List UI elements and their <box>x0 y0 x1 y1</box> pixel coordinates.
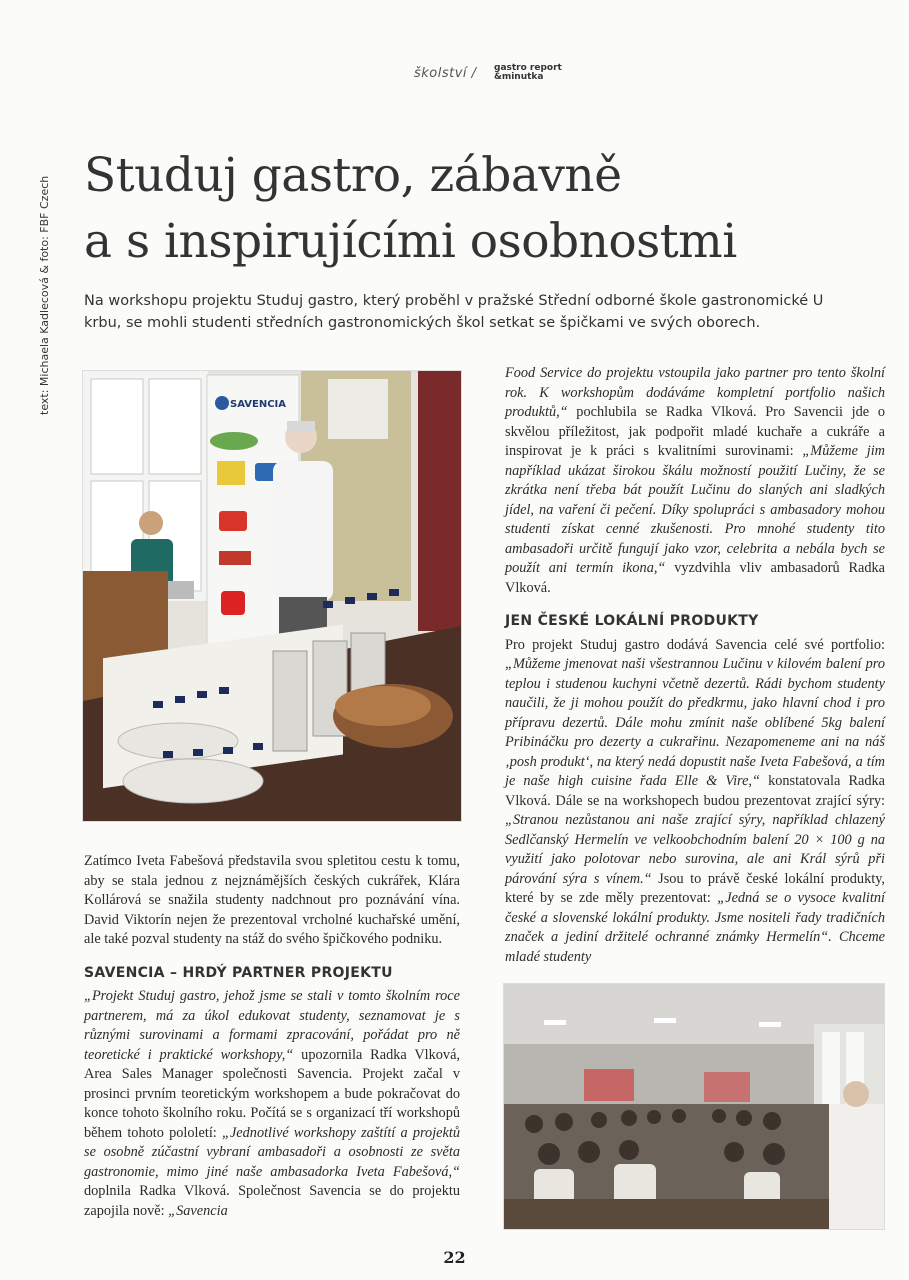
quote: Food Service do projektu vstoupila jako partner pro tento školní rok. K workshopům dodáváme kompletní portfolio našich produktů,“ <box>505 365 885 420</box>
right-paragraph-2 <box>505 636 885 968</box>
brand-line-1: gastro report <box>494 63 562 73</box>
section-label: školství / <box>414 66 477 81</box>
right-column <box>505 364 885 967</box>
left-paragraph-2 <box>84 987 460 1221</box>
classroom-photo-illustration <box>504 984 884 1229</box>
workshop-photo <box>82 370 462 822</box>
quote: „Savencia <box>168 1202 228 1219</box>
left-column <box>84 852 460 1221</box>
body-text: vyzdvihla vliv ambasadorů Radka Vlková. <box>505 560 885 596</box>
article-title <box>84 143 804 275</box>
page-number: 22 <box>443 1248 466 1267</box>
body-text: Jsou to právě české lokální produkty, které by se zde měly prezentovat: <box>505 870 885 906</box>
subheading-savencia: SAVENCIA – HRDÝ PARTNER PROJEKTU <box>84 964 393 981</box>
workshop-photo-illustration <box>83 371 461 821</box>
banner-brand: SAVENCIA <box>230 399 287 410</box>
classroom-photo <box>503 983 885 1230</box>
body-text: Pro projekt Studuj gastro dodává Savencia celé své portfolio: <box>505 636 885 653</box>
body-text: pochlubila se Radka Vlková. Pro Savencii jde o skvělou příležitost, jak podpořit mladé kuchaře a cukráře a inspirovat je k práci s kvalitními surovinami: <box>505 404 885 459</box>
author-credit: text: Michaela Kadlecová & foto: FBF Czech <box>38 175 51 415</box>
quote: „Jednotlivé workshopy zaštítí a projektů se osobně zúčastní vybraní ambasadoři a osobnosti ze světa gastronomie, mimo jiné naše ambasadorka Iveta Fabešová,“ <box>84 1124 460 1180</box>
title-line-2: a s inspirujícími osobnostmi <box>84 214 737 269</box>
quote: „Jedná se o vysoce kvalitní české a slovenské lokální produkty. Jsme nositeli řady tradičních značek a jediní držitelé ochranné známky Hermelín“. Chceme mladé studenty <box>505 890 885 965</box>
quote: „Můžeme jim například ukázat širokou škálu možností použití Lučiny, že se zkrátka není třeba bát použít Lučinu do slaných ani sladkých jídel, na vaření či pečení. Díky spolupráci s ambasadory mohou studenti získat cenné zkušenosti. Pro mnohé studenty tito ambasadoři určitě fungují jako vzor, celebrita a nebála bych se použít ani termín ikona,“ <box>505 443 885 576</box>
magazine-logo <box>494 64 562 82</box>
quote: „Můžeme jmenovat naši všestrannou Lučinu v kilovém balení pro teplou i studenou kuchyni včetně dezertů. Rádi bychom studenty naučili, že ji mohou použít do předkrmu, jako hlavní chod i pro přípravu dezertů. Dále mohu zmínit naše oblíbené 5kg balení Pribináčku pro dezerty a cukrařinu. Nezapomeneme ani na náš ‚posh produkt‘, na který nedá dopustit naše Iveta Fabešová, a tím je naše high cuisine řada Elle & Vire,“ <box>505 656 885 789</box>
article-lead: Na workshopu projektu Studuj gastro, který proběhl v pražské Střední odborné škole gastronomické U krbu, se mohli studenti středních gastronomických škol setkat se špičkami ve svých oborech. <box>84 293 824 331</box>
right-paragraph-1 <box>505 364 885 598</box>
body-text: upozornila Radka Vlková, Area Sales Manager společnosti Savencia. Projekt začal v prosinci prvním teoretickým workshopem a bude pokračovat do konce tohoto školního roku. Počítá se s organizací tří workshopů během tohoto pololetí: <box>84 1046 460 1141</box>
body-text: doplnila Radka Vlková. Společnost Savencia se do projektu zapojila nově: <box>84 1183 460 1219</box>
quote: „Projekt Studuj gastro, jehož jsme se stali v tomto školním roce partnerem, má za úkol edukovat studenty, seznamovat je s různými surovinami a formami zpracování, pořádat pro ně teoretické i praktické workshopy,“ <box>84 988 460 1063</box>
left-paragraph-1: Zatímco Iveta Fabešová představila svou spletitou cestu k tomu, aby se stala jednou z nejznámějších českých cukrářek, Klára Kollárová se snažila studenty nadchnout pro poznávání vína. David Viktorín nejen že prezentoval vrcholné kuchařské umění, ale také pozval studenty na stáž do svého špičkového podniku. <box>84 853 460 947</box>
quote: „Stranou nezůstanou ani naše zrající sýry, například chlazený Sedlčanský Hermelín ve velkoobchodním balení 20 × 100 g na využití jako polotovar nebo surovina, ale ani Král sýrů při párování sýra s vínem.“ <box>505 812 885 887</box>
body-text: konstatovala Radka Vlková. Dále se na workshopech budou prezentovat zrající sýry: <box>505 773 885 809</box>
brand-line-2: &minutka <box>494 72 544 82</box>
subheading-local-products: JEN ČESKÉ LOKÁLNÍ PRODUKTY <box>505 613 759 629</box>
title-line-1: Studuj gastro, zábavně <box>84 148 622 203</box>
